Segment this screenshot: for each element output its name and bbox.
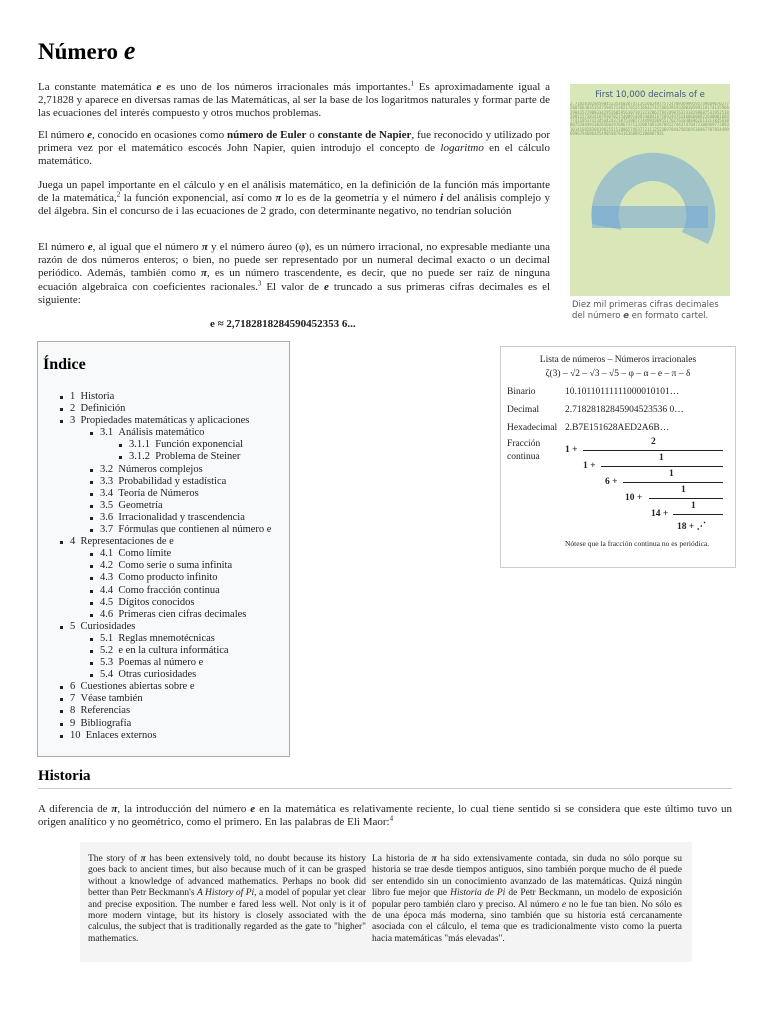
toc-item-number: 2	[70, 403, 76, 415]
title-symbol: e	[123, 36, 136, 65]
toc-item[interactable]	[70, 645, 271, 657]
toc-item-label[interactable]: Geometría	[118, 499, 163, 511]
toc-item-label[interactable]: Poemas al número e	[118, 657, 204, 669]
toc-item-label[interactable]: Dígitos conocidos	[118, 596, 195, 608]
toc-item-label[interactable]: Historia	[80, 391, 115, 402]
toc-item-number: 3.4	[100, 487, 114, 499]
cf-num-5: 1	[691, 501, 696, 511]
toc-item-number: 5	[70, 620, 76, 632]
cf-term-1: 1 +	[565, 445, 578, 455]
toc-item-number: 3.2	[100, 463, 114, 475]
row-label-hex: Hexadecimal	[507, 423, 558, 433]
toc-item-label[interactable]: Función exponencial	[155, 439, 244, 451]
historia-paragraph: A diferencia de π, la introducción del número e en la matemática es relativamente reciente, lo cual tiene sentido si se considera que este último tuvo un origen analítico y no geométrico, como el primero. En las palabras de Eli Maor:$^4$	[38, 803, 733, 829]
toc-item-number: 8	[70, 705, 76, 717]
toc-item-label[interactable]: Véase también	[80, 693, 143, 705]
toc-item[interactable]	[70, 451, 271, 463]
toc-item[interactable]	[70, 633, 271, 645]
toc-item-number: 9	[70, 717, 76, 729]
row-label-binary: Binario	[507, 387, 536, 397]
cf-term-6: 18 + ⋰	[677, 522, 707, 532]
toc-item-number: 10	[70, 729, 81, 741]
toc-item-number: 3.3	[100, 475, 114, 487]
cf-term-3: 6 +	[605, 477, 618, 487]
e-decimals-poster[interactable]	[570, 84, 730, 296]
section-divider	[38, 788, 732, 789]
row-label-cf-1: Fracción	[507, 439, 541, 449]
ref-3[interactable]: 3	[257, 278, 262, 287]
ref-2[interactable]: 2	[116, 190, 121, 199]
toc-item-label[interactable]: Cuestiones abiertas sobre e	[80, 681, 195, 693]
letter-e-graphic	[570, 84, 730, 296]
toc-item[interactable]	[70, 657, 271, 669]
toc-item-number: 3.1.2	[129, 451, 150, 463]
cf-bar-1	[583, 450, 723, 451]
cf-bar-2	[601, 466, 723, 467]
cf-num-1: 2	[651, 437, 656, 447]
toc-item[interactable]	[70, 403, 271, 415]
toc-item-number: 3.6	[100, 511, 114, 523]
toc-item-label[interactable]: Como fracción continua	[118, 584, 220, 596]
cf-term-2: 1 +	[583, 461, 596, 471]
toc-item-number: 1	[70, 391, 76, 402]
toc-item[interactable]	[70, 415, 271, 427]
toc-heading: Índice	[43, 356, 86, 373]
cf-term-5: 14 +	[651, 509, 669, 519]
table-of-contents	[37, 341, 290, 757]
cf-bar-4	[649, 498, 723, 499]
toc-item[interactable]	[70, 560, 271, 572]
toc-item-label[interactable]: Bibliografía	[80, 717, 132, 729]
maor-quote	[80, 842, 692, 962]
toc-item-number: 3.1.1	[129, 439, 150, 451]
toc-item-number: 3.7	[100, 524, 114, 536]
toc-item-number: 5.2	[100, 644, 114, 656]
toc-item[interactable]	[70, 609, 271, 621]
poster-title: First 10,000 decimals of e	[595, 90, 705, 100]
toc-item[interactable]	[70, 524, 271, 536]
toc-item[interactable]	[70, 705, 271, 717]
toc-item-number: 5.3	[100, 657, 114, 669]
toc-item-number: 4.2	[100, 560, 114, 572]
toc-item-number: 4.4	[100, 584, 114, 596]
section-heading-historia: Historia	[38, 768, 91, 784]
toc-item-label[interactable]: Primeras cien cifras decimales	[118, 608, 247, 620]
toc-item[interactable]	[70, 548, 271, 560]
toc-item-number: 5.1	[100, 632, 114, 644]
infobox-number-links[interactable]: ζ(3) – √2 – √3 – √5 – φ – α – e – π – δ	[545, 369, 691, 379]
intro-paragraph-3: Juega un papel importante en el cálculo y en el análisis matemático, en la definición de la función más importante de la matemática,$^2$ la función exponencial, así como π lo es de la geometría y el número i del análisis complejo y del álgebra. Sin el concurso de i las ecuaciones de 2 grado, con determinante negativo, no tendrían solución	[38, 179, 551, 218]
toc-item-number: 7	[70, 693, 76, 705]
cf-bar-5	[673, 514, 723, 515]
toc-item-number: 4.6	[100, 608, 114, 620]
toc-item-label[interactable]: Referencias	[80, 705, 131, 717]
cf-term-4: 10 +	[625, 493, 643, 503]
toc-item-label[interactable]: Enlaces externos	[85, 729, 157, 741]
infobox-title[interactable]: Lista de números – Números irracionales	[539, 355, 697, 365]
toc-item[interactable]	[70, 572, 271, 584]
toc-item[interactable]	[70, 718, 271, 730]
toc-item-label[interactable]: e en la cultura informática	[118, 644, 229, 656]
toc-item-label[interactable]: Otras curiosidades	[118, 669, 197, 681]
toc-item-number: 5.4	[100, 669, 114, 681]
toc-item-label[interactable]: Propiedades matemáticas y aplicaciones	[80, 415, 250, 427]
intro-paragraph-2: El número e, conocido en ocasiones como número de Euler o constante de Napier, fue reconocido y utilizado por primera vez por el matemático escocés John Napier, quien introdujo el concepto de logaritmo en el cálculo matemático.	[38, 129, 551, 168]
row-value-hex: 2.B7E151628AED2A6B…	[565, 423, 670, 433]
toc-item-number: 4.1	[100, 548, 114, 560]
cf-num-2: 1	[659, 453, 664, 463]
toc-item-label[interactable]: Números complejos	[118, 463, 203, 475]
page-title	[38, 36, 135, 66]
toc-item-label[interactable]: Teoría de Números	[118, 487, 199, 499]
toc-item[interactable]	[70, 500, 271, 512]
toc-item[interactable]	[70, 597, 271, 609]
toc-item-number: 4.5	[100, 596, 114, 608]
row-value-decimal: 2.71828182845904523536 0…	[565, 405, 684, 415]
toc-item-number: 3	[70, 415, 76, 427]
toc-item[interactable]	[70, 464, 271, 476]
toc-item-label[interactable]: Como producto infinito	[118, 572, 218, 584]
cf-num-3: 1	[669, 469, 674, 479]
toc-item-number: 3.5	[100, 499, 114, 511]
toc-item-label[interactable]: Fórmulas que contienen al número e	[118, 524, 272, 536]
toc-item-number: 6	[70, 681, 76, 693]
toc-item[interactable]	[70, 536, 271, 548]
intro-paragraph-1: La constante matemática e es uno de los números irracionales más importantes.$^1$ Es aproximadamente igual a 2,71828 y aparece en diversas ramas de las Matemáticas, al ser la base de los logaritmos naturales y formar parte de las ecuaciones del interés compuesto y otros muchos problemas.	[38, 79, 550, 120]
cf-bar-3	[623, 482, 723, 483]
e-approximation: e ≈ 2,7182818284590452353 6...	[210, 318, 356, 330]
intro-paragraph-4: El número e, al igual que el número π y el número áureo (φ), es un número irracional, no expresable mediante una razón de dos números enteros; o bien, no puede ser representado por un numeral decimal exacto o un decimal periódico. Además, también como π, es un número trascendente, es decir, que no puede ser raíz de ninguna ecuación algebraica con coeficientes racionales.$^3$ El valor de e truncado a sus primeras cifras decimales es el siguiente:	[38, 241, 551, 306]
toc-item[interactable]	[70, 669, 271, 681]
toc-item[interactable]	[70, 476, 271, 488]
toc-item-label[interactable]: Como límite	[118, 548, 172, 560]
title-text: Número	[38, 39, 119, 64]
toc-item-label[interactable]: Representaciones de e	[80, 536, 174, 548]
row-label-decimal: Decimal	[507, 405, 540, 415]
toc-item-number: 4.3	[100, 572, 114, 584]
ref-4[interactable]: 4	[389, 814, 394, 823]
toc-item-label[interactable]: Como serie o suma infinita	[118, 560, 233, 572]
toc-item-label[interactable]: Definición	[80, 403, 126, 415]
toc-list	[70, 391, 271, 742]
toc-item[interactable]	[70, 439, 271, 451]
ref-1[interactable]: 1	[410, 79, 414, 88]
row-value-binary: 10.10110111111000010101…	[565, 387, 680, 397]
toc-item[interactable]	[70, 512, 271, 524]
toc-item[interactable]	[70, 391, 271, 403]
toc-item[interactable]	[70, 730, 271, 742]
toc-item-label[interactable]: Reglas mnemotécnicas	[118, 632, 215, 644]
toc-item-label[interactable]: Análisis matemático	[118, 427, 205, 439]
toc-item[interactable]	[70, 681, 271, 693]
toc-item-label[interactable]: Curiosidades	[80, 620, 136, 632]
toc-item[interactable]	[70, 488, 271, 500]
quote-english: The story of π has been extensively told, no doubt because its history goes back to ancient times, but also because much of it can be grasped without a knowledge of advanced mathematics. Perhaps no book did better than Petr Beckmann's A History of Pi, a model of popular yet clear and precise exposition. The number e fared less well. Not only is it of more modern vintage, but its history is closely associated with the calculus, the subject that is traditionally regarded as the gate to "higher" mathematics.	[88, 854, 366, 944]
infobox-note: Nótese que la fracción continua no es periódica.	[565, 539, 710, 548]
cf-num-4: 1	[681, 485, 686, 495]
toc-item[interactable]	[70, 621, 271, 633]
toc-item[interactable]	[70, 585, 271, 597]
toc-item-label[interactable]: Problema de Steiner	[155, 451, 241, 463]
toc-item-number: 3.1	[100, 427, 114, 439]
quote-spanish: La historia de π ha sido extensivamente contada, sin duda no sólo porque su historia se trae desde tiempos antiguos, sino también porque mucho de él puede ser entendido sin un conocimiento avanzado de las matemáticas. Quizá ningún libro fue mejor que Historia de Pi de Petr Beckmann, un modelo de exposición popular pero también claro y preciso. Al número e no le fue tan bien. No sólo es de una época más moderna, sino también que su historia está cercanamente asociada con el cálculo, el tema que es tradicionalmente visto como la puerta hacia matemáticas "más elevadas".	[372, 854, 683, 944]
toc-item-label[interactable]: Probabilidad y estadística	[118, 475, 227, 487]
irrational-numbers-infobox	[500, 346, 736, 568]
row-label-cf-2: continua	[507, 452, 540, 462]
toc-item[interactable]	[70, 693, 271, 705]
digits-background: 2.7182818284590452353602874713526624977572470936999595749669676277240766303535475945713821785251664274274663919320030599218174135966290435729003342952605956307381323286279434907632338298807531952510190115738341879307021540891499348841675092447614606680822648001684774118537423454424371075390777449920695517027618386062613313845830007520449338265602976067371132007093287091274437470472306969772093101416928368190255151086574637721112523897844250569536967707854499699679468644549059879316368892300987931	[570, 102, 729, 137]
toc-item-label[interactable]: Irracionalidad y trascendencia	[118, 511, 245, 523]
toc-item[interactable]	[70, 427, 271, 439]
image-caption: Diez mil primeras cifras decimales del número e en formato cartel.	[572, 300, 719, 321]
toc-item-number: 4	[70, 536, 76, 548]
